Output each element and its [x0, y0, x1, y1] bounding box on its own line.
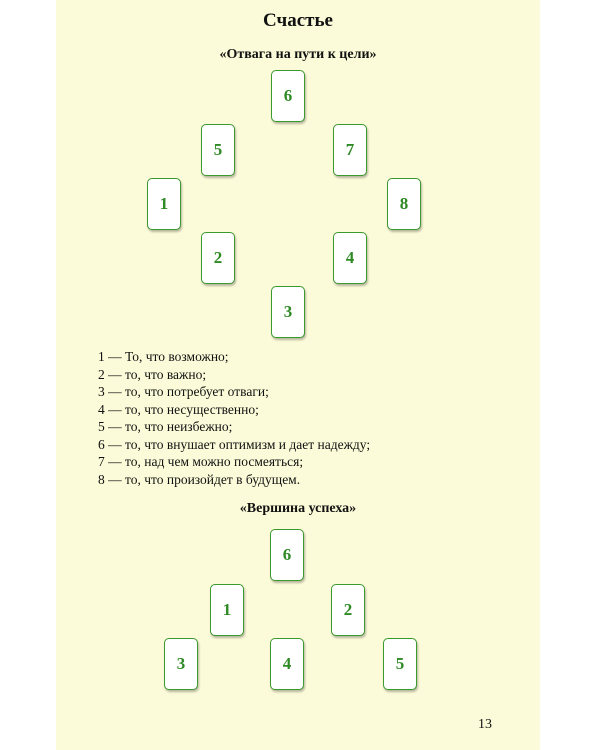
layout-1-card-5: 5 [201, 124, 235, 176]
layout-1-title: «Отвага на пути к цели» [219, 47, 377, 62]
legend-item: 4 — то, что несущественно; [98, 401, 259, 417]
page-number: 13 [478, 717, 492, 732]
legend-item: 3 — то, что потребует отваги; [98, 384, 269, 399]
layout-2-card-5: 5 [383, 638, 417, 690]
legend-item: 8 — то, что произойдет в будущем. [98, 471, 301, 487]
legend-item: 7 — то, над чем можно посмеяться; [98, 454, 304, 469]
layout-1-card-4: 4 [333, 232, 367, 284]
layout-1-card-6: 6 [271, 70, 305, 122]
layout-1-card-7: 7 [333, 124, 367, 176]
book-page [56, 0, 540, 750]
layout-1-card-1: 1 [147, 178, 181, 230]
layout-2-card-2: 2 [331, 584, 365, 636]
legend-item: 6 — то, что внушает оптимизм и дает надежду; [98, 436, 371, 452]
layout-1-card-8: 8 [387, 178, 421, 230]
legend-item: 2 — то, что важно; [98, 366, 207, 382]
layout-2-card-4: 4 [270, 638, 304, 690]
layout-1-card-3: 3 [271, 286, 305, 338]
legend-item: 5 — то, что неизбежно; [98, 419, 233, 434]
layout-1-card-2: 2 [201, 232, 235, 284]
layout-2-card-6: 6 [270, 529, 304, 581]
legend-item: 1 — То, что возможно; [98, 349, 229, 364]
layout-2-card-1: 1 [210, 584, 244, 636]
layout-2-card-3: 3 [164, 638, 198, 690]
position-legend [98, 348, 370, 488]
layout-2-title: «Вершина успеха» [239, 501, 357, 516]
page-title: Счастье [263, 10, 333, 31]
